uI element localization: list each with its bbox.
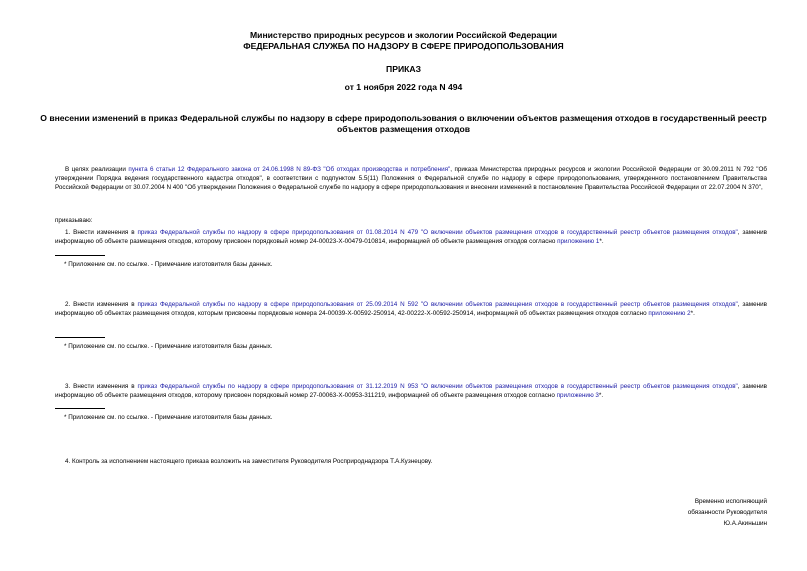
- orders-line: приказываю:: [55, 217, 93, 224]
- item-3-paragraph: [55, 382, 767, 400]
- item-2-paragraph: [55, 300, 767, 318]
- item-1-paragraph: [55, 228, 767, 246]
- appendix-2-link[interactable]: приложению 2: [648, 310, 691, 317]
- law-89fz-link[interactable]: пункта 6 статьи 12 Федерального закона от 24.06.1998 N 89-ФЗ "Об отходах производства и потребления": [128, 166, 451, 173]
- doc-title: О внесении изменений в приказ Федеральной службы по надзору в сфере природопользования о включении объектов размещения отходов в государственный реестр объектов размещения отходов: [40, 113, 767, 134]
- item-1-text-1: 1. Внести изменения в: [65, 229, 138, 236]
- footnote-divider: [55, 408, 105, 409]
- footnote-3: * Приложение см. по ссылке. - Примечание изготовителя базы данных.: [64, 414, 273, 421]
- order-953-link[interactable]: приказ Федеральной службы по надзору в сфере природопользования от 31.12.2019 N 953 "О включении объектов размещения отходов в государственный реестр объектов размещения отходов": [137, 383, 738, 390]
- order-592-link[interactable]: приказ Федеральной службы по надзору в сфере природопользования от 25.09.2014 N 592 "О включении объектов размещения отходов в государственный реестр объектов размещения отходов": [137, 301, 738, 308]
- item-4-text: 4. Контроль за исполнением настоящего приказа возложить на заместителя Руководителя Росприроднадзора Т.А.Кузнецову.: [65, 458, 433, 465]
- appendix-1-link[interactable]: приложению 1: [557, 238, 600, 245]
- item-3-text-1: 3. Внести изменения в: [65, 383, 138, 390]
- item-2-text-1: 2. Внести изменения в: [65, 301, 138, 308]
- item-3-text-3: *.: [598, 392, 604, 399]
- preamble-text-1: В целях реализации: [65, 166, 129, 173]
- item-4-paragraph: [55, 457, 767, 466]
- footnote-divider: [55, 337, 105, 338]
- footnote-2: * Приложение см. по ссылке. - Примечание изготовителя базы данных.: [64, 343, 273, 350]
- footnote-divider: [55, 255, 105, 256]
- item-1-text-2: , заменив информацию об объекте размещения отходов, которому присвоен порядковый номер 24-00023-Х-00479-010814, информацией об объекте размещения отходов согласно: [55, 229, 767, 245]
- item-2-text-2: , заменив информацию об объектах размещения отходов, которым присвоены порядковые номера 24-00039-Х-00592-250914, 42-00222-Х-00592-250914, информацией об объектах размещения отходов согласно: [55, 301, 767, 317]
- order-479-link[interactable]: приказ Федеральной службы по надзору в сфере природопользования от 01.08.2014 N 479 "О включении объектов размещения отходов в государственный реестр объектов размещения отходов": [137, 229, 738, 236]
- service-name: ФЕДЕРАЛЬНАЯ СЛУЖБА ПО НАДЗОРУ В СФЕРЕ ПРИРОДОПОЛЬЗОВАНИЯ: [243, 41, 564, 51]
- footnote-1: * Приложение см. по ссылке. - Примечание изготовителя базы данных.: [64, 261, 273, 268]
- preamble-text-2: , приказа Министерства природных ресурсов и экологии Российской Федерации от 30.09.2011 N 792 "Об утверждении Порядка ведения государственного кадастра отходов", в соответствии с подпунктом 5.5(11) Положения о Федеральной службе по надзору в сфере природопользования, утвержденного постановлением Правительства Российской Федерации от 30.07.2004 N 400 "Об утверждении Положения о Федеральной службе по надзору в сфере природопользования и внесении изменений в постановление Правительства Российской Федерации от 22.07.2004 N 370",: [55, 166, 767, 191]
- signature-name: Ю.А.Акиньшин: [723, 520, 767, 527]
- appendix-3-link[interactable]: приложению 3: [556, 392, 599, 399]
- signature-title-2: обязанности Руководителя: [687, 509, 767, 516]
- item-1-text-3: *.: [599, 238, 604, 245]
- doc-type: ПРИКАЗ: [386, 64, 421, 74]
- item-2-text-3: *.: [690, 310, 695, 317]
- doc-date-number: от 1 ноября 2022 года N 494: [344, 82, 463, 92]
- item-3-text-2: , заменив информацию об объекте размещения отходов, которому присвоен порядковый номер 27-00063-Х-00953-311219, информацией об объекте размещения отходов согласно: [55, 383, 767, 399]
- signature-title-1: Временно исполняющий: [694, 498, 767, 505]
- preamble-paragraph: [55, 165, 767, 192]
- ministry-name: Министерство природных ресурсов и экологии Российской Федерации: [250, 30, 557, 40]
